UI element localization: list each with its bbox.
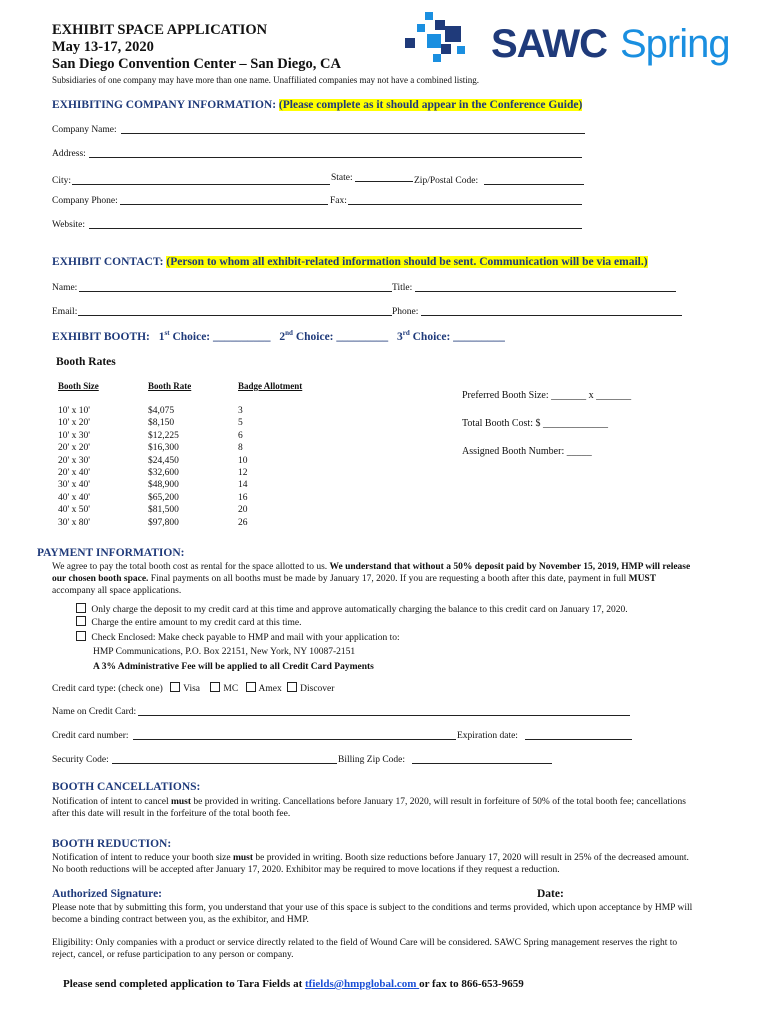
preferred-booth-size[interactable]: Preferred Booth Size: _______ x _______ [462, 390, 632, 401]
eligibility-note: Eligibility: Only companies with a product or service directly related to the field of Wound Care will be considered. SAWC Spring management reserves the right to reject, cancel, or refuse participation to any person or company. [52, 938, 678, 960]
booth-rate-cell: $65,200 [148, 492, 179, 503]
booth-rate-cell: $4,075 [148, 406, 175, 416]
third-choice[interactable]: 3rd Choice: _________ [397, 329, 505, 343]
fax-label: Fax: [330, 196, 347, 206]
reduction-heading: BOOTH REDUCTION: [52, 838, 172, 850]
booth-rate-cell: $32,600 [148, 468, 179, 479]
card-type-row: Credit card type: (check one) Visa MC Amex Discover [52, 684, 335, 694]
first-choice[interactable]: 1st Choice: __________ [158, 329, 271, 343]
contact-phone-label: Phone: [392, 307, 419, 317]
contact-email-field[interactable] [78, 315, 392, 316]
badge-allotment-cell: 16 [238, 492, 248, 503]
badge-allotment-cell: 26 [238, 517, 248, 528]
cancellations-text: Notification of intent to cancel must be provided in writing. Cancellations before January 17, 2020, will result in forfeiture of 50% of the total booth fee; cancellations after this date will result in the forfeiture of the total booth fee. [52, 797, 686, 819]
booth-rates-heading: Booth Rates [56, 356, 116, 368]
fax-field[interactable] [348, 204, 582, 205]
booth-size-cell: 40' x 50' [58, 505, 90, 516]
badge-allotment-cell: 5 [238, 418, 243, 429]
form-title: EXHIBIT SPACE APPLICATION [52, 22, 268, 38]
option-check[interactable]: Check Enclosed: Make check payable to HMP and mail with your application to: [76, 631, 400, 643]
booth-rate-cell: $81,500 [148, 505, 179, 516]
expiration-field[interactable] [525, 739, 632, 740]
contact-email-label: Email: [52, 307, 78, 317]
option-full[interactable]: Charge the entire amount to my credit card at this time. [76, 616, 301, 628]
booth-size-cell: 10' x 30' [58, 430, 90, 441]
visa-checkbox[interactable] [170, 682, 180, 692]
deposit-checkbox[interactable] [76, 603, 86, 613]
assigned-booth-number[interactable]: Assigned Booth Number: _____ [462, 446, 592, 457]
booth-size-cell: 10' x 10' [58, 406, 90, 416]
contact-title-field[interactable] [415, 291, 676, 292]
booth-size-cell: 20' x 20' [58, 443, 90, 454]
check-enclosed-checkbox[interactable] [76, 631, 86, 641]
event-dates: May 13-17, 2020 [52, 39, 154, 55]
booth-rate-cell: $16,300 [148, 443, 179, 454]
card-number-field[interactable] [133, 739, 456, 740]
admin-fee-note: A 3% Administrative Fee will be applied to all Credit Card Payments [93, 662, 374, 672]
badge-allotment-cell: 20 [238, 505, 248, 516]
option-deposit[interactable]: Only charge the deposit to my credit card at this time and approve automatically charging the balance to this credit card on January 17, 2020. [76, 603, 628, 615]
website-field[interactable] [89, 228, 582, 229]
booth-size-column [58, 405, 90, 529]
contact-phone-field[interactable] [421, 315, 682, 316]
contact-heading: EXHIBIT CONTACT: (Person to whom all exhibit-related information should be sent. Communication will be via email.) [52, 256, 648, 268]
contact-name-field[interactable] [79, 291, 392, 292]
discover-checkbox[interactable] [287, 682, 297, 692]
booth-size-cell: 20' x 40' [58, 468, 90, 479]
billing-zip-field[interactable] [412, 763, 552, 764]
company-phone-label: Company Phone: [52, 196, 118, 206]
second-choice[interactable]: 2nd Choice: _________ [279, 329, 389, 343]
zip-label: Zip/Postal Code: [414, 176, 479, 186]
exhibit-booth-heading: EXHIBIT BOOTH: 1st Choice: __________ 2nd Choice: _________ 3rd Choice: _________ [52, 329, 505, 343]
payment-terms: We agree to pay the total booth cost as rental for the space allotted to us. We understand that without a 50% deposit paid by November 15, 2019, HMP will release our chosen booth space. Final payments on all booths must be made by January 17, 2020. If you are requesting a booth after this date, payment in full MUST accompany all space applications. [52, 562, 691, 596]
amex-checkbox[interactable] [246, 682, 256, 692]
company-name-field[interactable] [121, 133, 585, 134]
booth-rate-cell: $24,450 [148, 455, 179, 466]
cancellations-heading: BOOTH CANCELLATIONS: [52, 781, 201, 793]
logo-text-sawc: SAWC [491, 22, 607, 66]
address-field[interactable] [89, 157, 582, 158]
mailing-address: HMP Communications, P.O. Box 22151, New York, NY 10087-2151 [93, 647, 356, 657]
subsidiaries-note: Subsidiaries of one company may have more than one name. Unaffiliated companies may not have a combined listing. [52, 75, 479, 85]
badge-allotment-cell: 10 [238, 455, 248, 466]
expiration-label: Expiration date: [457, 731, 518, 741]
full-charge-checkbox[interactable] [76, 616, 86, 626]
signature-date-label[interactable]: Date: [537, 888, 564, 900]
company-phone-field[interactable] [120, 204, 328, 205]
signature-label[interactable]: Authorized Signature: [52, 888, 162, 900]
name-on-card-field[interactable] [138, 715, 630, 716]
contact-title-label: Title: [392, 283, 413, 293]
name-on-card-label: Name on Credit Card: [52, 707, 137, 717]
booth-rate-cell: $97,800 [148, 517, 179, 528]
total-booth-cost[interactable]: Total Booth Cost: $ _____________ [462, 418, 608, 429]
badge-allotment-column [238, 405, 248, 529]
payment-heading: PAYMENT INFORMATION: [37, 547, 185, 559]
logo-text-spring: Spring [620, 22, 730, 66]
col-booth-rate: Booth Rate [148, 381, 192, 391]
city-label: City: [52, 176, 72, 186]
billing-zip-label: Billing Zip Code: [338, 755, 406, 765]
website-label: Website: [52, 220, 86, 230]
col-booth-size: Booth Size [58, 381, 99, 391]
booth-rate-cell: $12,225 [148, 430, 179, 441]
contact-name-label: Name: [52, 283, 78, 293]
signature-note: Please note that by submitting this form, you understand that your use of this space is subject to the conditions and terms provided, which upon acceptance by HMP will become a binding contract between you, as the exhibitor, and HMP. [52, 903, 693, 925]
security-code-label: Security Code: [52, 755, 109, 765]
reduction-text: Notification of intent to reduce your booth size must be provided in writing. Booth size reductions before January 17, 2020 will result in 25% of the decreased amount. No booth reductions will be accepted after January 17, 2020. Exhibitor may be required to move locations if they request a reduction. [52, 853, 689, 875]
badge-allotment-cell: 14 [238, 480, 248, 491]
booth-rate-column [148, 405, 179, 529]
state-field[interactable] [355, 181, 413, 182]
booth-size-cell: 40' x 40' [58, 492, 90, 503]
card-number-label: Credit card number: [52, 731, 129, 741]
badge-allotment-cell: 3 [238, 406, 243, 416]
company-info-heading: EXHIBITING COMPANY INFORMATION: (Please complete as it should appear in the Conference Guide) [52, 99, 583, 111]
badge-allotment-cell: 6 [238, 430, 243, 441]
mc-checkbox[interactable] [210, 682, 220, 692]
state-label: State: [331, 173, 353, 183]
security-code-field[interactable] [112, 763, 337, 764]
booth-rate-cell: $8,150 [148, 418, 175, 429]
booth-size-cell: 20' x 30' [58, 455, 90, 466]
event-venue: San Diego Convention Center – San Diego, CA [52, 56, 341, 72]
badge-allotment-cell: 12 [238, 468, 248, 479]
contact-email-link[interactable]: tfields@hmpglobal.com [305, 978, 420, 990]
sawc-spring-logo [405, 12, 750, 76]
submission-instructions: Please send completed application to Tara Fields at tfields@hmpglobal.com or fax to 866-653-9659 [63, 978, 524, 990]
logo-pixel-icon [405, 12, 485, 67]
booth-size-cell: 30' x 40' [58, 480, 90, 491]
booth-size-cell: 10' x 20' [58, 418, 90, 429]
booth-rate-cell: $48,900 [148, 480, 179, 491]
address-label: Address: [52, 149, 86, 159]
zip-field[interactable] [484, 184, 584, 185]
badge-allotment-cell: 8 [238, 443, 243, 454]
city-field[interactable] [72, 184, 330, 185]
col-badge-allotment: Badge Allotment [238, 381, 303, 391]
booth-size-cell: 30' x 80' [58, 517, 90, 528]
company-name-label: Company Name: [52, 125, 117, 135]
